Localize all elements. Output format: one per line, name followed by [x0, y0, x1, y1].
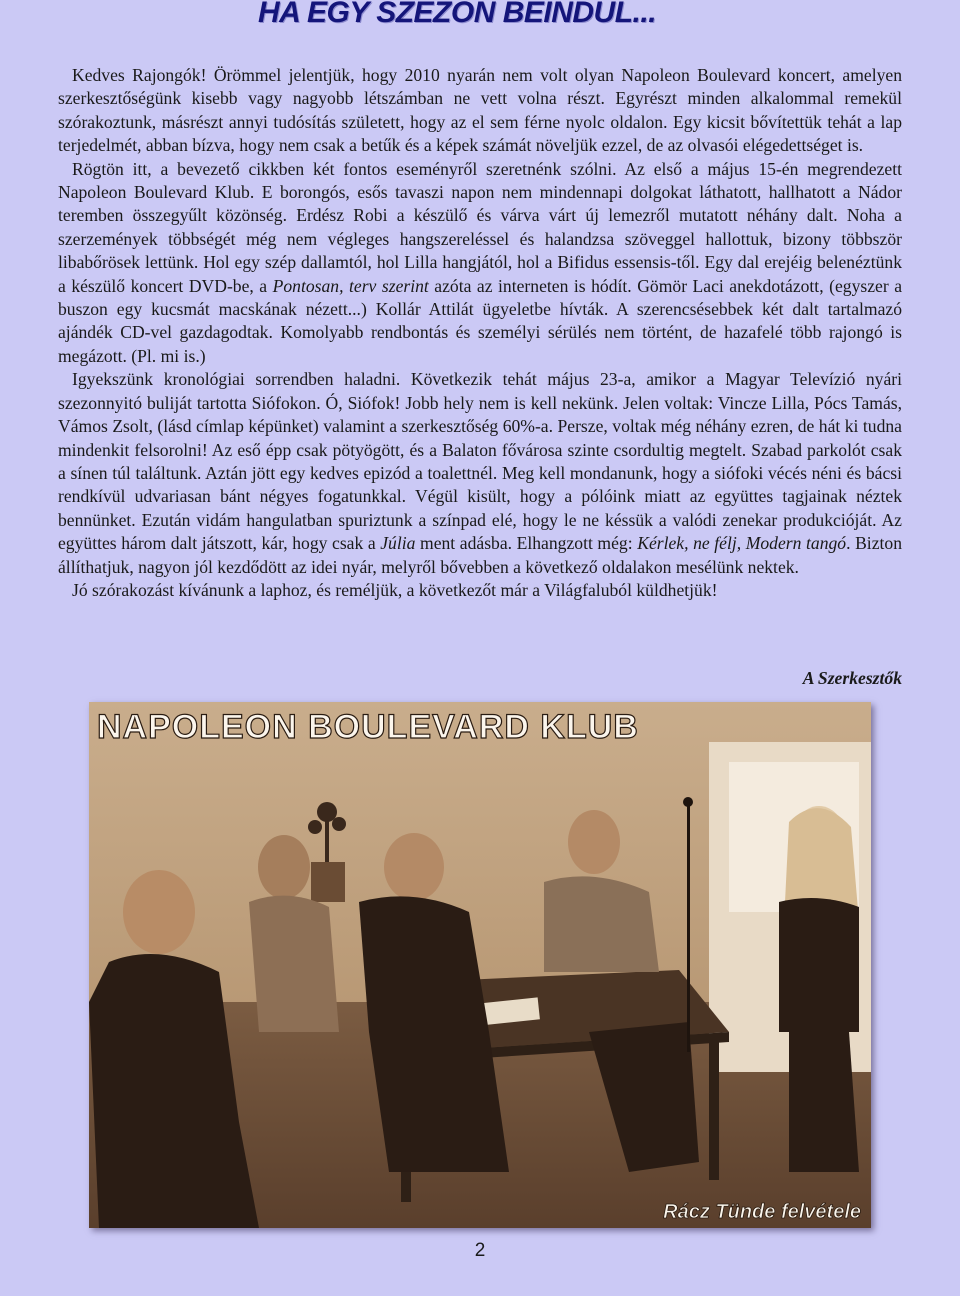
text-run: azóta az interneten is hódít. Gömör Laci anekdotázott, (egyszer a buszon egy kucsmát macskának nézett...) Kollár Attilát ügyeletbe hívták. A szerencsésebbek két dalt tartalmazó ajándék CD-vel gazdagodtak. Komolyabb rendbontás és személyi sérülés nem történt, de hazafelé több rajongó is megázott. (Pl. mi is.): [58, 275, 903, 366]
photo-illustration: [89, 702, 871, 1228]
article-body: [58, 64, 902, 602]
text-run: . Bizton állíthatjuk, nagyon jól kezdődött az idei nyár, melyről bővebben a következő oldalakon mesélünk nektek.: [58, 533, 902, 577]
song-title: Júlia: [380, 533, 416, 554]
signature: A Szerkesztők: [802, 668, 902, 688]
article-paragraph: Kedves Rajongók! Örömmel jelentjük, hogy 2010 nyarán nem volt olyan Napoleon Boulevard koncert, amelyen szerkesztőségünk kisebb vagy nagyobb létszámban ne vett volna részt. Egyrészt minden alkalommal remekül szórakoztunk, másrészt annyi tudósítás született, hogy az el sem férne nyolc oldalon. Egy kicsit bővítettük tehát a lap terjedelmét, abban bízva, hogy nem csak a betűk és a képek számát növeljük ezzel, de az olvasói elégedettséget is.: [58, 65, 902, 156]
song-title: Kérlek, ne félj, Modern tangó: [637, 533, 847, 554]
article-paragraph: [58, 158, 902, 369]
photo-credit: Rácz Tünde felvétele: [663, 1201, 861, 1223]
song-title: Pontosan, terv szerint: [272, 275, 429, 296]
band-photo: [89, 702, 871, 1228]
text-run: Igyekszünk kronológiai sorrendben haladni. Következik tehát május 23-a, amikor a Magyar Televízió nyári szezonnyitó buliját tartotta Siófokon. Ó, Siófok! Jobb hely nem is kell nekünk. Jelen voltak: Vincze Lilla, Pócs Tamás, Vámos Zsolt, (lásd címlap képünket) valamint a szerkesztőség 60%-a. Persze, voltak még néhány ezren, de hát ki tudna mindenkit felsorolni! Az eső épp csak pötyögött, és a Balaton fővárosa szinte csordultig megtelt. Szabad parkolót csak a sínen túl találtunk. Aztán jött egy kedves epizód a toalettnél. Meg kell mondanunk, hogy a siófoki vécés néni és bácsi rendkívül udvariasan bánt négyes fogatunkkal. Végül kisült, hogy a pólóink miatt az együttes tagjainak néztek bennünket. Ezután vidám hangulatban spuriztunk a színpad elé, hogy le ne késsük a valódi zenekar produkcióját. Az együttes három dalt játszott, kár, hogy csak a: [58, 369, 902, 554]
page-title: HA EGY SZEZON BEINDUL...: [258, 0, 657, 29]
text-run: ment adásba. Elhangzott még:: [415, 533, 638, 554]
page-number: 2: [474, 1240, 486, 1261]
text-run: Rögtön itt, a bevezető cikkben két fontos eseményről szeretnénk szólni. Az első a május 15-én megrendezett Napoleon Boulevard Klub. E borongós, esős tavaszi napon nem mindennapi dolgokat láthatott, hallhatott a Nádor teremben összegyűlt közönség. Erdész Robi a készülő és várva várt új lemezről mutatott néhány dalt. Noha a szerzemények többségét még nem végleges hangszereléssel és halandzsa szöveggel hallottuk, bizony többször libabőrösek lettünk. Hol egy szép dallamtól, hol Lilla hangjától, hol a Bifidus essensis-től. Egy dal erejéig belenéztünk a készülő koncert DVD-be, a: [58, 158, 902, 296]
article-paragraph: Jó szórakozást kívánunk a laphoz, és reméljük, a következőt már a Világfaluból küldhetjük!: [72, 579, 718, 600]
photo-title: NAPOLEON BOULEVARD KLUB: [97, 708, 639, 746]
article-paragraph: [58, 368, 902, 579]
